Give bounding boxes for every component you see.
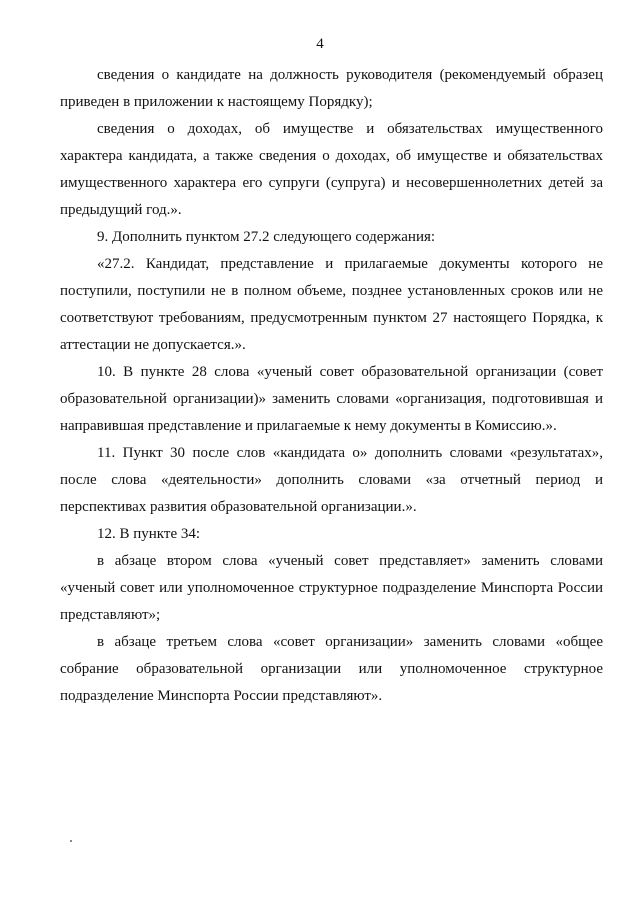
paragraph-item-12: 12. В пункте 34:: [97, 526, 201, 542]
document-body: [60, 62, 603, 710]
scan-speck: [70, 840, 72, 842]
paragraph-item-11: 11. Пункт 30 после слов «кандидата о» дополнить словами «результатах», после слова «деятельности» дополнить словами «за отчетный период и перспективах развития образовательной организации.».: [60, 445, 603, 515]
paragraph-income-info: сведения о доходах, об имуществе и обязательствах имущественного характера кандидата, а также сведения о доходах, об имуществе и обязательствах имущественного характера его супруги (супруга) и несовершеннолетних детей за предыдущий год.».: [60, 121, 603, 218]
paragraph-item-12-third-abzac: в абзаце третьем слова «совет организации» заменить словами «общее собрание образовательной организации или уполномоченное структурное подразделение Минспорта России представляют».: [60, 634, 603, 704]
paragraph-item-9: 9. Дополнить пунктом 27.2 следующего содержания:: [97, 229, 436, 245]
paragraph-item-10: 10. В пункте 28 слова «ученый совет образовательной организации (совет образовательной организации)» заменить словами «организация, подготовившая и направившая представление и прилагаемые к нему документы в Комиссию.».: [60, 364, 603, 434]
paragraph-item-12-second-abzac: в абзаце втором слова «ученый совет представляет» заменить словами «ученый совет или уполномоченное структурное подразделение Минспорта России представляют»;: [60, 553, 603, 623]
paragraph-candidate-info: сведения о кандидате на должность руководителя (рекомендуемый образец приведен в приложении к настоящему Порядку);: [60, 67, 603, 110]
paragraph-item-27-2: «27.2. Кандидат, представление и прилагаемые документы которого не поступили, поступили не в полном объеме, позднее установленных сроков или не соответствуют требованиям, предусмотренным пунктом 27 настоящего Порядка, к аттестации не допускается.».: [60, 256, 603, 353]
page-number: 4: [316, 36, 324, 52]
